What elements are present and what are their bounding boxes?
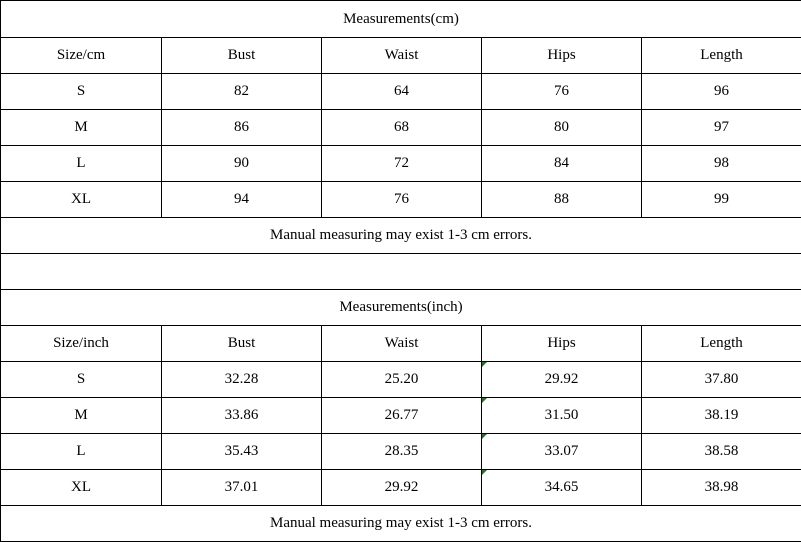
inch-cell-size: XL xyxy=(1,470,162,506)
cm-header-length: Length xyxy=(642,38,801,74)
inch-cell-hips-value: 29.92 xyxy=(545,371,579,387)
inch-cell-size: S xyxy=(1,362,162,398)
inch-row-m xyxy=(1,398,801,434)
inch-row-l xyxy=(1,434,801,470)
inch-cell-bust: 37.01 xyxy=(162,470,322,506)
inch-cell-length: 37.80 xyxy=(642,362,801,398)
inch-cell-waist: 25.20 xyxy=(322,362,482,398)
inch-header-length: Length xyxy=(642,326,801,362)
cm-header-bust: Bust xyxy=(162,38,322,74)
cm-row-s xyxy=(1,74,801,110)
cm-cell-size: S xyxy=(1,74,162,110)
inch-cell-hips xyxy=(482,398,642,434)
inch-cell-waist: 29.92 xyxy=(322,470,482,506)
cm-row-m xyxy=(1,110,801,146)
cm-header-row xyxy=(1,38,801,74)
inch-cell-length: 38.58 xyxy=(642,434,801,470)
inch-cell-hips xyxy=(482,362,642,398)
inch-note: Manual measuring may exist 1-3 cm errors. xyxy=(1,506,801,542)
cell-comment-marker-icon xyxy=(482,398,487,403)
cell-comment-marker-icon xyxy=(482,470,487,475)
inch-cell-waist: 28.35 xyxy=(322,434,482,470)
inch-cell-hips xyxy=(482,470,642,506)
cm-cell-length: 97 xyxy=(642,110,801,146)
cm-cell-length: 96 xyxy=(642,74,801,110)
cm-cell-waist: 72 xyxy=(322,146,482,182)
cm-row-xl xyxy=(1,182,801,218)
inch-cell-bust: 35.43 xyxy=(162,434,322,470)
cm-cell-hips: 88 xyxy=(482,182,642,218)
cm-cell-size: M xyxy=(1,110,162,146)
cm-title-row xyxy=(1,1,801,38)
cm-cell-hips: 84 xyxy=(482,146,642,182)
cm-cell-size: XL xyxy=(1,182,162,218)
inch-note-row xyxy=(1,506,801,542)
cm-cell-hips: 76 xyxy=(482,74,642,110)
cm-cell-bust: 94 xyxy=(162,182,322,218)
cm-note: Manual measuring may exist 1-3 cm errors. xyxy=(1,218,801,254)
cm-cell-waist: 68 xyxy=(322,110,482,146)
inch-cell-hips-value: 33.07 xyxy=(545,443,579,459)
cm-cell-hips: 80 xyxy=(482,110,642,146)
inch-cell-hips xyxy=(482,434,642,470)
inch-cell-length: 38.19 xyxy=(642,398,801,434)
inch-row-xl xyxy=(1,470,801,506)
cm-header-size: Size/cm xyxy=(1,38,162,74)
inch-cell-hips-value: 34.65 xyxy=(545,479,579,495)
cm-cell-bust: 82 xyxy=(162,74,322,110)
cm-cell-length: 98 xyxy=(642,146,801,182)
inch-cell-hips-value: 31.50 xyxy=(545,407,579,423)
cm-note-row xyxy=(1,218,801,254)
cm-cell-size: L xyxy=(1,146,162,182)
cell-comment-marker-icon xyxy=(482,362,487,367)
cm-header-waist: Waist xyxy=(322,38,482,74)
inch-header-hips: Hips xyxy=(482,326,642,362)
cm-table-title: Measurements(cm) xyxy=(1,1,801,38)
cm-cell-bust: 86 xyxy=(162,110,322,146)
inch-cell-size: L xyxy=(1,434,162,470)
inch-cell-bust: 33.86 xyxy=(162,398,322,434)
inch-cell-size: M xyxy=(1,398,162,434)
cm-cell-length: 99 xyxy=(642,182,801,218)
inch-header-bust: Bust xyxy=(162,326,322,362)
cell-comment-marker-icon xyxy=(482,434,487,439)
spacer-row xyxy=(1,254,801,290)
inch-row-s xyxy=(1,362,801,398)
inch-header-row xyxy=(1,326,801,362)
inch-header-waist: Waist xyxy=(322,326,482,362)
inch-cell-waist: 26.77 xyxy=(322,398,482,434)
cm-cell-waist: 64 xyxy=(322,74,482,110)
cm-header-hips: Hips xyxy=(482,38,642,74)
inch-cell-length: 38.98 xyxy=(642,470,801,506)
cm-cell-waist: 76 xyxy=(322,182,482,218)
inch-table-title: Measurements(inch) xyxy=(1,290,801,326)
inch-cell-bust: 32.28 xyxy=(162,362,322,398)
cm-row-l xyxy=(1,146,801,182)
cm-cell-bust: 90 xyxy=(162,146,322,182)
inch-title-row xyxy=(1,290,801,326)
inch-header-size: Size/inch xyxy=(1,326,162,362)
empty-cell xyxy=(1,254,801,290)
